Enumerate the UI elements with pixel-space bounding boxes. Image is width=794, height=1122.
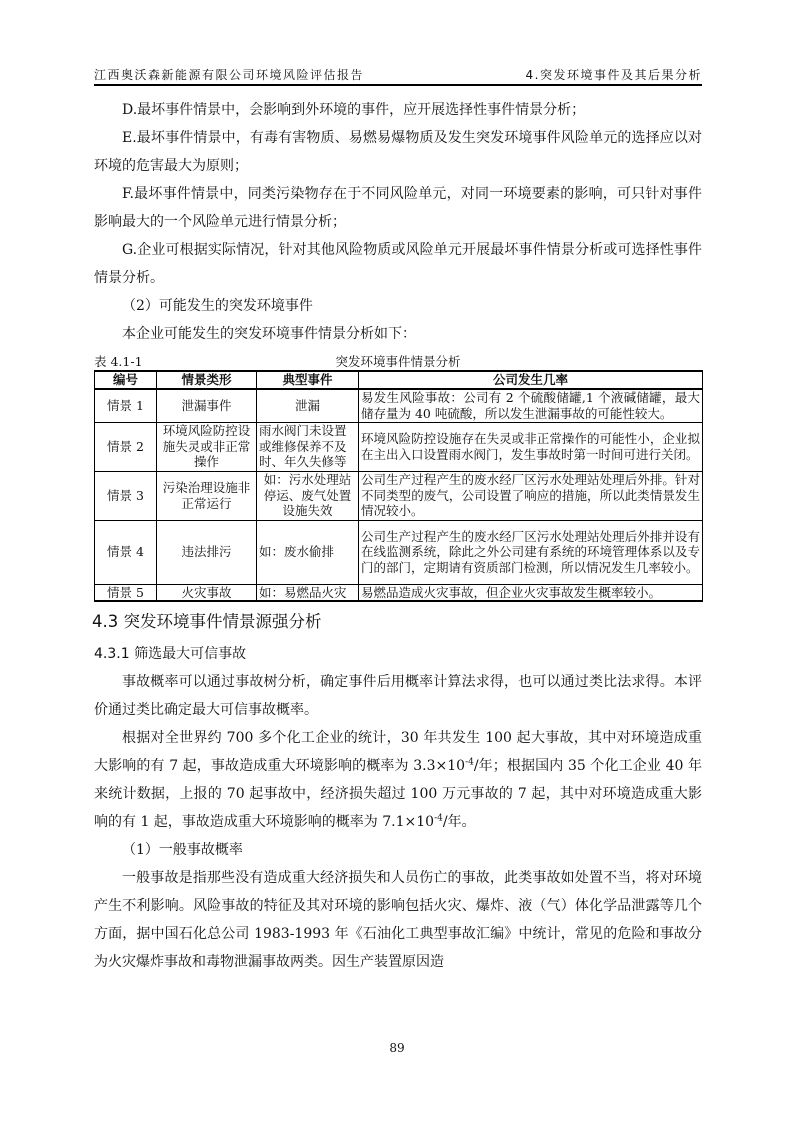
col-header-event: 典型事件 (257, 371, 359, 389)
table-number: 表 4.1-1 (94, 354, 143, 369)
subsection-heading: 4.3.1 筛选最大可信事故 (94, 646, 247, 662)
cell-probability: 公司生产过程产生的废水经厂区污水处理站处理后外排并设有在线监测系统，除此之外公司建有系统的环境管理体系以及专门的部门，定期请有资质部门检测，所以情况发生几率较小。 (359, 520, 703, 584)
page-body (94, 96, 702, 976)
col-header-type: 情景类形 (157, 371, 257, 389)
paragraph-d: D.最坏事件情景中，会影响到外环境的事件，应开展选择性事件情景分析； (122, 102, 586, 118)
table-title: 突发环境事件情景分析 (335, 354, 461, 369)
table-row (95, 389, 703, 422)
paragraph-g: G.企业可根据实际情况，针对其他风险物质或风险单元开展最坏事件情景分析或可选择性事件情景分析。 (94, 242, 702, 286)
statistics-text-a: 根据对全世界约 700 多个化工企业的统计，30 年共发生 100 起大事故，其中对环境造成重大影响的有 7 起，事故造成重大环境影响的概率为 3.3×10 (94, 730, 702, 774)
cell-type: 违法排污 (157, 520, 257, 584)
cell-type: 环境风险防控设施失灵或非正常操作 (157, 422, 257, 471)
page-number: 89 (389, 1041, 405, 1055)
header-company-title: 江西奥沃森新能源有限公司环境风险评估报告 (94, 68, 365, 82)
page-header (94, 62, 702, 86)
paragraph-general-accidents: 一般事故是指那些没有造成重大经济损失和人员伤亡的事故，此类事故如处置不当，将对环境产生不利影响。风险事故的特征及其对环境的影响包括火灾、爆炸、液（气）体化学品泄露等几个方面，据中国石化总公司 1983-1993 年《石油化工典型事故汇编》中统计，常见的危险和事故分为火灾爆炸事故和毒物泄漏事故两类。因生产装置原因造 (94, 870, 702, 970)
cell-event: 如：废水偷排 (257, 520, 359, 584)
cell-event: 如：易燃品火灾 (257, 584, 359, 601)
cell-type: 火灾事故 (157, 584, 257, 601)
col-header-id: 编号 (95, 371, 157, 389)
scenario-table (94, 370, 703, 602)
cell-event: 泄漏 (257, 389, 359, 422)
cell-probability: 易发生风险事故：公司有 2 个硫酸储罐,1 个液碱储罐，最大储存量为 40 吨硫酸，所以发生泄漏事故的可能性较大。 (359, 389, 703, 422)
header-chapter-title: 4.突发环境事件及其后果分析 (525, 68, 702, 82)
statistics-text-c: /年。 (442, 814, 476, 830)
cell-id: 情景 1 (95, 389, 157, 422)
cell-event: 如：污水处理站停运、废气处置设施失效 (257, 471, 359, 520)
paragraph-f: F.最坏事件情景中，同类污染物存在于不同风险单元，对同一环境要素的影响，可只针对事件影响最大的一个风险单元进行情景分析； (94, 186, 702, 230)
table-row (95, 471, 703, 520)
statistics-text-b: /年；根据国内 35 个化工企业 40 年来统计数据，上报的 70 起事故中，经济损失超过 100 万元事故的 7 起，其中对环境造成重大影响的有 1 起，事故造成重大环境影响的概率为 7.1×10 (94, 758, 702, 830)
cell-id: 情景 4 (95, 520, 157, 584)
table-intro: 本企业可能发生的突发环境事件情景分析如下： (122, 326, 416, 342)
table-row (95, 584, 703, 601)
cell-event: 雨水阀门未设置或维修保养不及时、年久失修等 (257, 422, 359, 471)
cell-probability: 公司生产过程产生的废水经厂区污水处理站处理后外排。针对不同类型的废气，公司设置了响应的措施，所以此类情景发生情况较小。 (359, 471, 703, 520)
cell-id: 情景 3 (95, 471, 157, 520)
table-header-row (95, 371, 703, 389)
table-caption (94, 352, 702, 370)
cell-id: 情景 2 (95, 422, 157, 471)
table-row (95, 422, 703, 471)
cell-probability: 环境风险防控设施存在失灵或非正常操作的可能性小，企业拟在主出入口设置雨水阀门，发生事故时第一时间可进行关闭。 (359, 422, 703, 471)
cell-type: 泄漏事件 (157, 389, 257, 422)
table-row (95, 520, 703, 584)
cell-type: 污染治理设施非正常运行 (157, 471, 257, 520)
paragraph-e: E.最坏事件情景中，有毒有害物质、易燃易爆物质及发生突发环境事件风险单元的选择应以对环境的危害最大为原则； (94, 130, 702, 174)
section-heading: 4.3 突发环境事件情景源强分析 (92, 612, 322, 631)
exponent-2: -4 (434, 813, 443, 824)
col-header-probability: 公司发生几率 (359, 371, 703, 389)
paragraph-probability-method: 事故概率可以通过事故树分析，确定事件后用概率计算法求得，也可以通过类比法求得。本评价通过类比确定最大可信事故概率。 (94, 674, 702, 718)
paragraph-statistics (94, 724, 702, 836)
subheading-general-probability: （1）一般事故概率 (122, 842, 243, 858)
cell-id: 情景 5 (95, 584, 157, 601)
cell-probability: 易燃品造成火灾事故，但企业火灾事故发生概率较小。 (359, 584, 703, 601)
exponent-1: -4 (465, 757, 474, 768)
subheading-possible-events: （2）可能发生的突发环境事件 (122, 298, 313, 314)
